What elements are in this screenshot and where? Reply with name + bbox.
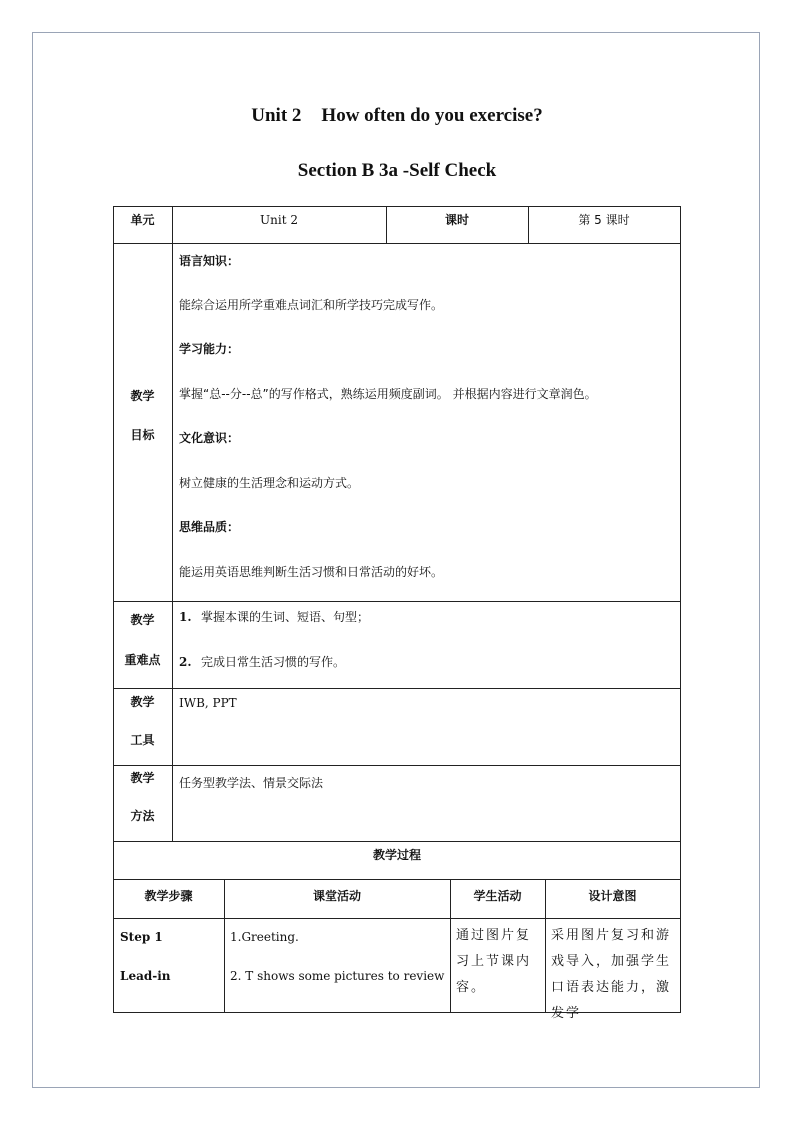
step-subtitle: Lead-in [120,969,171,983]
process-title: 教学过程 [372,848,421,862]
objective-heading: 思维品质： [179,520,240,534]
methods-label-2: 方法 [130,809,155,823]
keypoint-number: 2. [179,655,192,669]
objective-text: 树立健康的生活理念和运动方式。 [179,476,360,490]
step-name: Step 1 [120,930,163,944]
activity-line: 2. T shows some pictures to review [230,969,445,983]
period-value: 第 5 课时 [578,213,630,227]
objective-heading: 语言知识： [179,254,240,268]
keypoint-text: 掌握本课的生词、短语、句型； [201,610,370,624]
keypoints-label-2: 重难点 [124,653,161,667]
student-activity: 通过图片复习上节课内容。 [456,928,532,995]
methods-value: 任务型教学法、情景交际法 [179,776,324,790]
objective-text: 能综合运用所学重难点词汇和所学技巧完成写作。 [179,298,444,312]
tools-label-2: 工具 [130,733,155,747]
objectives-label-1: 教学 [130,389,155,403]
period-label: 课时 [444,213,469,227]
column-header: 学生活动 [473,889,522,903]
activity-line: 1.Greeting. [230,930,299,944]
keypoint-text: 完成日常生活习惯的写作。 [201,655,346,669]
column-header: 课堂活动 [312,889,361,903]
title-unit: Unit 2 [251,105,302,126]
keypoints-label-1: 教学 [130,613,155,627]
objective-heading: 学习能力： [179,342,240,356]
unit-label: 单元 [130,213,155,227]
objective-heading: 文化意识： [179,431,240,445]
tools-value: IWB, PPT [179,696,237,710]
keypoint-number: 1. [179,610,192,624]
design-intent: 采用图片复习和游戏导入，加强学生口语表达能力，激发学 [551,928,672,1021]
objective-text: 能运用英语思维判断生活习惯和日常活动的好坏。 [179,565,444,579]
title-question: How often do you exercise? [321,105,543,126]
tools-label-1: 教学 [130,695,155,709]
unit-value: Unit 2 [260,213,298,227]
column-header: 教学步骤 [144,889,193,903]
column-header: 设计意图 [588,889,637,903]
objective-text: 掌握“总--分--总”的写作格式，熟练运用频度副词。 并根据内容进行文章润色。 [179,387,597,401]
methods-label-1: 教学 [130,771,155,785]
document-title [0,105,794,127]
objectives-label-2: 目标 [130,428,155,442]
section-title: Section B 3a -Self Check [297,160,497,181]
